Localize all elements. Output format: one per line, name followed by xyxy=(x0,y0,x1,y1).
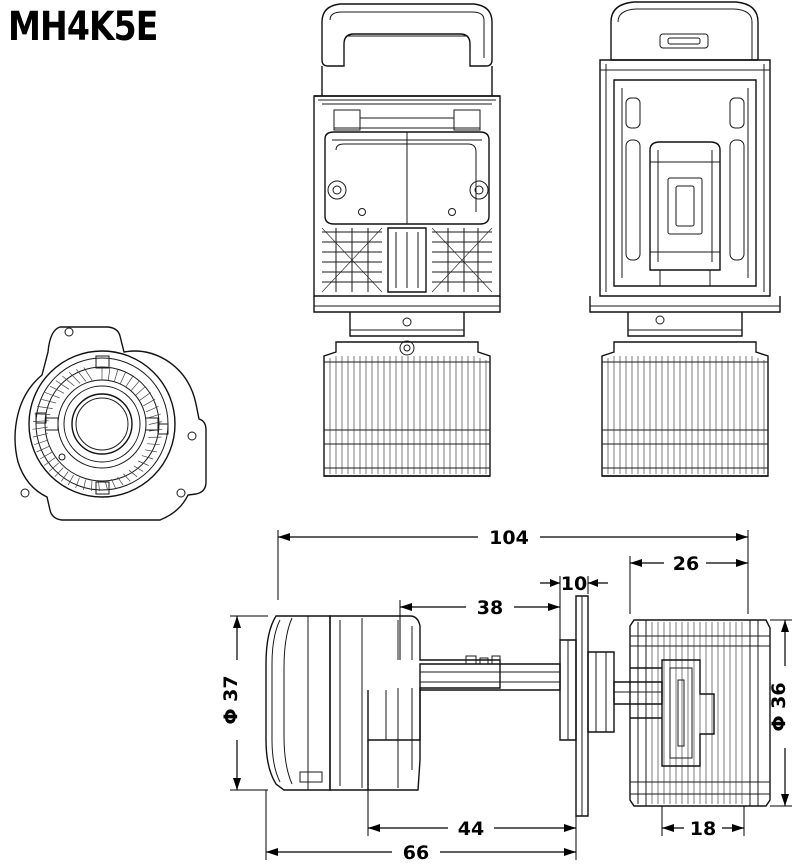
page-title: MH4K5E xyxy=(8,4,158,50)
dimension-body-length: 66 xyxy=(402,842,430,864)
dimension-annotations xyxy=(230,530,792,860)
dimension-heatsink-length: 26 xyxy=(672,553,700,575)
front-view xyxy=(314,4,500,476)
dimension-lens-diameter: Φ 37 xyxy=(220,675,242,725)
rear-view xyxy=(590,2,780,476)
dimension-flange-to-body: 10 xyxy=(560,573,588,595)
base-plate-view xyxy=(15,327,206,520)
dimension-lens-to-flange: 38 xyxy=(476,597,504,619)
dimension-driver-length: 18 xyxy=(689,818,717,840)
dimension-heatsink-diameter: Φ 36 xyxy=(768,682,790,732)
dimension-mid-length: 44 xyxy=(457,818,485,840)
dimension-overall-length: 104 xyxy=(489,527,529,549)
side-view-dimensioned xyxy=(266,596,770,816)
